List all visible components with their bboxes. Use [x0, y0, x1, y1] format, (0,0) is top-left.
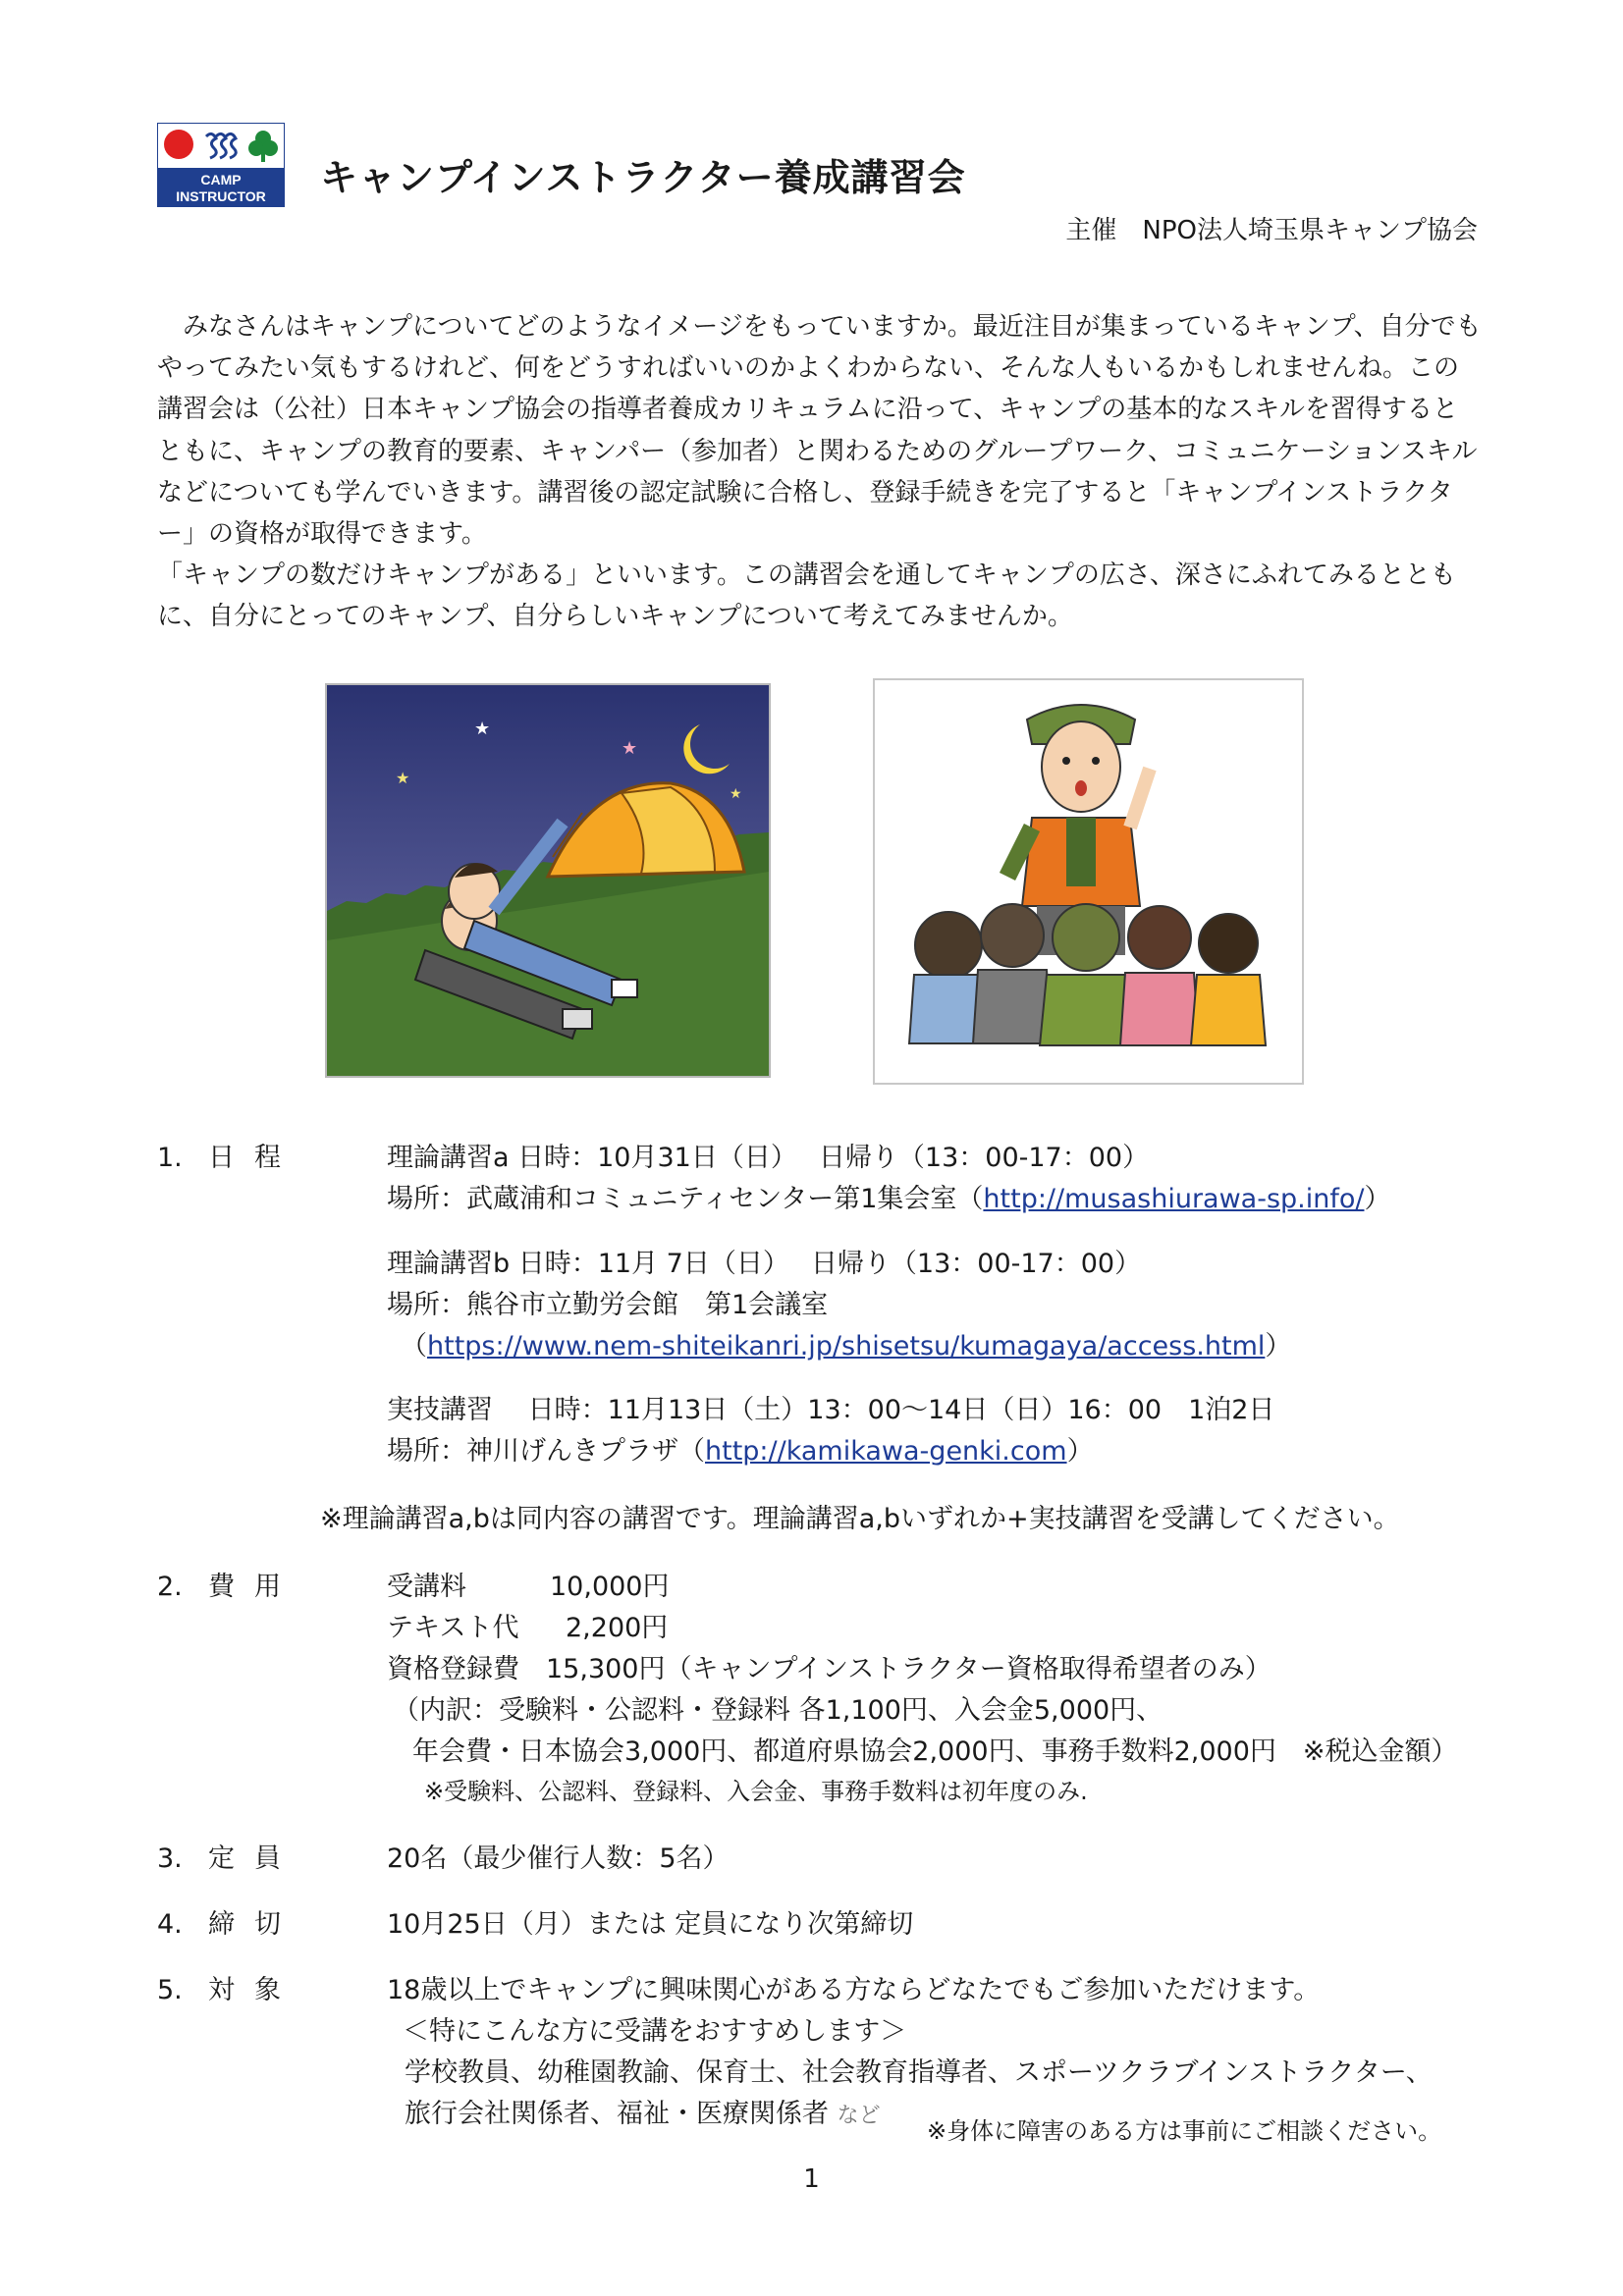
intro-paragraph-1: みなさんはキャンプについてどのようなイメージをもっていますか。最近注目が集まっているキャンプ、自分でもやってみたい気もするけれど、何をどうすればいいのかよくわからない、そんな人もいるかもしれませんね。この講習会は（公社）日本キャンプ協会の指導者養成カリキュラムに沿って、キャンプの基本的なスキルを習得するとともに、キャンプの教育的要素、キャンパー（参加者）と関わるためのグループワーク、コミュニケーションスキルなどについても学んでいきます。講習後の認定試験に合格し、登録手続きを完了すると「キャンプインストラクター」の資格が取得できます。: [157, 312, 1482, 550]
section-heading: 定員: [208, 1843, 300, 1874]
fee-breakdown-1: （内訳：受験料・公認料・登録料 各1,100円、入会金5,000円、: [393, 1695, 1163, 1726]
theory-b-datetime: 理論講習b 日時：11月 7日（日） 日帰り（13：00-17：00）: [387, 1249, 1142, 1279]
camp-instructor-logo: [157, 123, 285, 207]
page-number: 1: [803, 2164, 820, 2194]
practical-datetime: 実技講習 日時：11月13日（土）13：00〜14日（日）16：00 1泊2日: [387, 1395, 1275, 1425]
target-line-2: ＜特にこんな方に受講をおすすめします＞: [403, 2016, 907, 2047]
theory-b-venue-link[interactable]: https://www.nem-shiteikanri.jp/shisetsu/kumagaya/access.html: [427, 1331, 1266, 1362]
fee-tuition-value: 10,000円: [550, 1572, 670, 1602]
fee-breakdown-2: 年会費・日本協会3,000円、都道府県協会2,000円、事務手数料2,000円 ※税込金額）: [412, 1736, 1458, 1767]
svg-text:★: ★: [474, 719, 491, 739]
target-line-3: 学校教員、幼稚園教諭、保育士、社会教育指導者、スポーツクラブインストラクター、: [405, 2057, 1433, 2088]
svg-text:★: ★: [396, 769, 410, 787]
practical-venue-text: 場所：神川げんきプラザ（: [387, 1436, 705, 1467]
fee-registration: 資格登録費 15,300円（キャンプインストラクター資格取得希望者のみ）: [387, 1654, 1271, 1684]
section-fees-heading: [157, 1565, 300, 1603]
svg-text:★: ★: [622, 738, 638, 759]
practical-venue: [387, 1429, 1094, 1468]
section-number: 5.: [157, 1975, 183, 2005]
section-number: 1.: [157, 1143, 183, 1173]
section-number: 4.: [157, 1909, 183, 1940]
section-number: 2.: [157, 1572, 183, 1602]
section-heading: 締切: [208, 1909, 300, 1940]
target-line-4: [405, 2092, 881, 2130]
theory-b-url-suffix: ）: [1265, 1331, 1292, 1362]
theory-a-venue: [387, 1177, 1390, 1215]
fee-tuition-label: 受講料: [387, 1572, 466, 1602]
theory-a-datetime: 理論講習a 日時：10月31日（日） 日帰り（13：00-17：00）: [387, 1143, 1150, 1173]
organizer-label: 主催: [1065, 216, 1117, 245]
theory-b-url-prefix: （: [401, 1331, 427, 1362]
section-capacity-heading: [157, 1837, 300, 1875]
section-schedule-heading: [157, 1136, 300, 1174]
intro-paragraph-2: 「キャンプの数だけキャンプがある」といいます。この講習会を通してキャンプの広さ、深さにふれてみるとともに、自分にとってのキャンプ、自分らしいキャンプについて考えてみませんか。: [157, 561, 1456, 632]
intro-text: [157, 306, 1483, 638]
fee-tuition: [387, 1565, 669, 1603]
fee-text-label: テキスト代: [387, 1613, 519, 1643]
logo-text-instructor: INSTRUCTOR: [176, 188, 266, 204]
target-line-1: 18歳以上でキャンプに興味関心がある方ならどなたでもご参加いただけます。: [387, 1975, 1321, 2005]
fee-text-value: 2,200円: [566, 1613, 669, 1643]
page-title: キャンプインストラクター養成講習会: [320, 156, 966, 199]
section-number: 3.: [157, 1843, 183, 1874]
illustration-instructor-group: [873, 678, 1304, 1085]
theory-b-venue: 場所：熊谷市立勤労会館 第1会議室: [387, 1290, 829, 1320]
theory-b-url-line: [401, 1324, 1291, 1362]
section-heading: 費用: [208, 1572, 300, 1602]
section-heading: 対象: [208, 1975, 300, 2005]
schedule-note: ※理論講習a,bは同内容の講習です。理論講習a,bいずれか+実技講習を受講してください。: [320, 1504, 1400, 1534]
svg-text:★: ★: [730, 786, 742, 802]
practical-venue-link[interactable]: http://kamikawa-genki.com: [705, 1436, 1067, 1467]
target-note: ※身体に障害のある方は事前にご相談ください。: [927, 2117, 1442, 2145]
practical-venue-suffix: ）: [1066, 1436, 1094, 1467]
deadline-value: 10月25日（月）または 定員になり次第締切: [387, 1909, 914, 1940]
section-deadline-heading: [157, 1902, 300, 1941]
theory-a-venue-suffix: ）: [1364, 1184, 1391, 1214]
theory-a-venue-text: 場所：武蔵浦和コミュニティセンター第1集会室（: [387, 1184, 984, 1214]
target-line-4-suffix: など: [837, 2104, 881, 2128]
fee-text: [387, 1606, 668, 1644]
capacity-value: 20名（最少催行人数：5名）: [387, 1843, 730, 1874]
logo-text-camp: CAMP: [200, 172, 242, 187]
section-target-heading: [157, 1968, 300, 2006]
theory-a-venue-link[interactable]: http://musashiurawa-sp.info/: [983, 1184, 1365, 1214]
target-line-4-text: 旅行会社関係者、福祉・医療関係者: [405, 2099, 829, 2129]
section-heading: 日程: [208, 1143, 300, 1173]
organizer-line: [1065, 210, 1478, 246]
organizer-name: NPO法人埼玉県キャンプ協会: [1142, 216, 1478, 245]
illustration-night-camp: [325, 683, 771, 1078]
fee-breakdown-3: ※受験料、公認料、登録料、入会金、事務手数料は初年度のみ.: [424, 1778, 1088, 1805]
